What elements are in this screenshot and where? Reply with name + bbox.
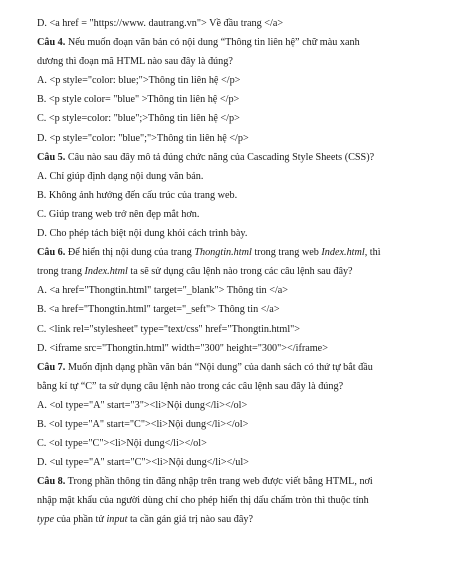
q5-number: Câu 5. [37,151,66,163]
q4-option-c: C. <p style=color: "blue";>Thông tin liên hệ </p> [37,113,240,125]
q3-option-d: D. <a href = "https://www. dautrang.vn"> Về đầu trang </a> [37,18,284,29]
q6-option-b: B. <a href="Thongtin.html" target="_seft"> Thông tin </a> [37,304,280,316]
q7-text: Muốn định dạng phần văn bản “Nội dung” của danh sách có thứ tự bắt đầu [65,361,373,373]
q5-option-d: D. Cho phép tách biệt nội dung khỏi cách trình bày. [37,228,248,240]
q7-stem-line1 [37,358,432,377]
q6-text-4: trong trang [37,266,85,278]
q6-stem-line2 [37,262,432,281]
q5-option-b: B. Không ảnh hưởng đến cấu trúc của trang web. [37,189,238,201]
document-page [37,14,432,530]
q8-stem-line3 [37,510,432,529]
q4-stem-line2: dương thì đoạn mã HTML nào sau đây là đúng? [37,56,233,68]
q6-filename-index: Index.html [321,247,365,259]
q6-text-5: ta sẽ sử dụng câu lệnh nào trong các câu lệnh sau đây? [127,266,353,278]
q8-stem-line1 [37,472,432,491]
q4-option-b: B. <p style color= "blue" >Thông tin liên hệ </p> [37,94,240,106]
q6-number: Câu 6. [37,247,66,259]
q4-text: Nếu muốn đoạn văn bản có nội dung “Thông tin liên hệ” chữ màu xanh [65,37,360,49]
q7-option-b: B. <ol type="A" start="C"><li>Nội dung</li></ol> [37,418,249,430]
q8-stem-line2: nhập mật khẩu của người dùng chỉ cho phép hiển thị dấu chấm tròn thì thuộc tính [37,495,369,507]
q4-option-d: D. <p style="color: "blue";">Thông tin liên hệ </p> [37,132,249,144]
q7-stem-line2: bằng kí tự “C” ta sử dụng câu lệnh nào trong các câu lệnh sau đây là đúng? [37,380,344,392]
q8-element-input: input [106,514,128,526]
q5-stem-line1 [37,148,432,167]
q7-option-c: C. <ol type="C"><li>Nội dung</li></ol> [37,438,207,450]
q8-text: Trong phần thông tin đăng nhập trên trang web được viết bằng HTML, nơi [65,476,373,488]
q4-stem-line1 [37,33,432,52]
q6-filename-index-2: Index.html [84,266,128,278]
q6-text-1: Để hiển thị nội dung của trang [65,247,195,259]
q5-text: Câu nào sau đây mô tả đúng chức năng của Cascading Style Sheets (CSS)? [65,151,375,163]
q6-option-c: C. <link rel="stylesheet" type="text/css" href="Thongtin.html"> [37,323,301,335]
q6-text-3: , thì [364,247,381,259]
q8-text-2: ta cần gán giá trị nào sau đây? [127,514,253,526]
q6-text-2: trong trang web [251,247,322,259]
q4-option-a: A. <p style="color: blue;">Thông tin liên hệ </p> [37,75,241,87]
q5-option-a: A. Chỉ giúp định dạng nội dung văn bản. [37,170,204,182]
q6-filename-thongtin: Thongtin.html [194,247,252,259]
q6-option-a: A. <a href="Thongtin.html" target="_blank"> Thông tin </a> [37,285,289,297]
q7-number: Câu 7. [37,361,66,373]
q8-text-1: của phần tử [53,514,107,526]
q7-option-d: D. <ul type="A" start="C"><li>Nội dung</li></ul> [37,457,249,469]
q6-stem-line1 [37,243,432,262]
q7-option-a: A. <ol type="A" start="3"><li>Nội dung</li></ol> [37,399,248,411]
q6-option-d: D. <iframe src="Thongtin.html" width="300" height="300"></iframe> [37,342,328,354]
q8-attr-type: type [37,514,54,526]
q5-option-c: C. Giúp trang web trở nên đẹp mắt hơn. [37,208,200,220]
q4-number: Câu 4. [37,37,66,49]
q8-number: Câu 8. [37,476,66,488]
